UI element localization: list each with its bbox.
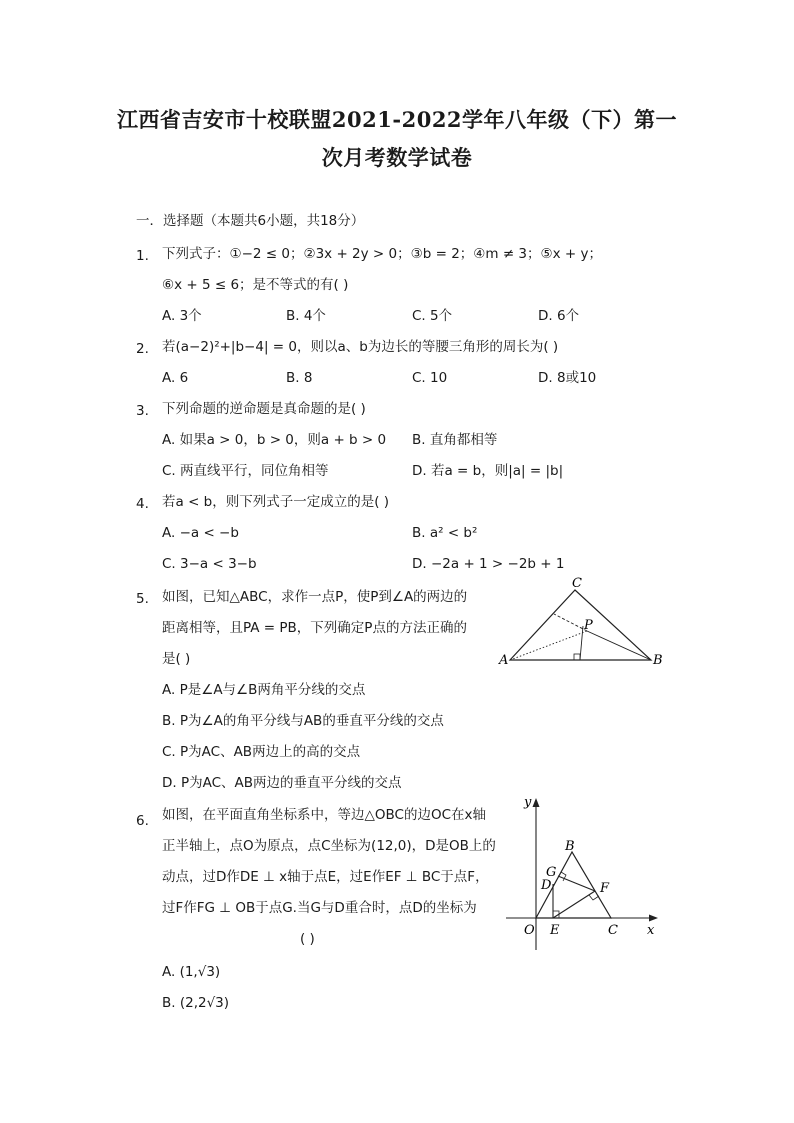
question-text: 下列式子：①−2 ≤ 0；②3x + 2y > 0；③b = 2；④m ≠ 3；⑤x + y；: [162, 246, 602, 262]
option-a: A. (1,√3): [162, 964, 221, 980]
question-text: 是( ): [162, 651, 191, 667]
option-d: D. −2a + 1 > −2b + 1: [412, 556, 565, 572]
label-f: F: [600, 881, 610, 896]
question-text: ⑥x + 5 ≤ 6；是不等式的有( ): [162, 277, 349, 293]
option-b: B. 直角都相等: [412, 432, 498, 448]
option-a: A. P是∠A与∠B两角平分线的交点: [162, 682, 366, 698]
label-a: A: [499, 653, 509, 668]
question-number: 1.: [136, 248, 149, 264]
question-text: 如图，已知△ABC，求作一点P，使P到∠A的两边的: [162, 589, 468, 605]
label-e: E: [550, 923, 560, 938]
question-text: 下列命题的逆命题是真命题的是( ): [162, 401, 366, 417]
option-c: C. 5个: [412, 308, 453, 324]
question-number: 2.: [136, 341, 149, 357]
label-c: C: [608, 923, 618, 938]
option-d: D. 8或10: [538, 370, 597, 386]
question-text: 若a < b，则下列式子一定成立的是( ): [162, 494, 390, 510]
label-b: B: [565, 839, 575, 854]
option-a: A. 3个: [162, 308, 202, 324]
question-number: 3.: [136, 403, 149, 419]
coordinate-triangle-figure: [500, 792, 670, 952]
question-text: 动点，过D作DE ⊥ x轴于点E，过E作EF ⊥ BC于点F，: [162, 869, 489, 885]
question-text: 过F作FG ⊥ OB于点G.当G与D重合时，点D的坐标为: [162, 900, 477, 916]
option-a: A. 如果a > 0，b > 0，则a + b > 0: [162, 432, 387, 448]
section-heading: 一．选择题（本题共6小题，共18分）: [136, 213, 365, 229]
question-text: 若(a−2)²+|b−4| = 0，则以a、b为边长的等腰三角形的周长为( ): [162, 339, 559, 355]
option-c: C. 3−a < 3−b: [162, 556, 257, 572]
option-b: B. a² < b²: [412, 525, 478, 541]
label-p: P: [584, 618, 593, 633]
page-title-line-2: 次月考数学试卷: [321, 145, 473, 170]
option-c: C. P为AC、AB两边上的高的交点: [162, 744, 361, 760]
option-a: A. 6: [162, 370, 189, 386]
triangle-abc-figure: [496, 574, 668, 674]
question-number: 6.: [136, 813, 149, 829]
option-c: C. 两直线平行，同位角相等: [162, 463, 329, 479]
label-c: C: [572, 576, 582, 591]
option-d: D. 6个: [538, 308, 580, 324]
question-text: 正半轴上，点O为原点，点C坐标为(12,0)，D是OB上的: [162, 838, 496, 854]
question-number: 4.: [136, 496, 149, 512]
option-d: D. P为AC、AB两边的垂直平分线的交点: [162, 775, 402, 791]
label-g: G: [546, 865, 557, 880]
option-b: B. (2,2√3): [162, 995, 230, 1011]
option-d: D. 若a = b，则|a| = |b|: [412, 463, 564, 479]
option-b: B. 4个: [286, 308, 326, 324]
page-title-line-1: 江西省吉安市十校联盟2021-2022学年八年级（下）第一: [116, 107, 678, 132]
question-number: 5.: [136, 591, 149, 607]
question-text: ( ): [300, 931, 315, 947]
option-c: C. 10: [412, 370, 448, 386]
question-text: 距离相等，且PA = PB，下列确定P点的方法正确的: [162, 620, 467, 636]
label-d: D: [541, 878, 552, 893]
label-o: O: [524, 923, 535, 938]
label-b: B: [653, 653, 663, 668]
label-y: y: [524, 795, 532, 810]
option-b: B. 8: [286, 370, 313, 386]
label-x: x: [647, 923, 655, 938]
option-a: A. −a < −b: [162, 525, 239, 541]
option-b: B. P为∠A的角平分线与AB的垂直平分线的交点: [162, 713, 444, 729]
question-text: 如图，在平面直角坐标系中，等边△OBC的边OC在x轴: [162, 807, 486, 823]
